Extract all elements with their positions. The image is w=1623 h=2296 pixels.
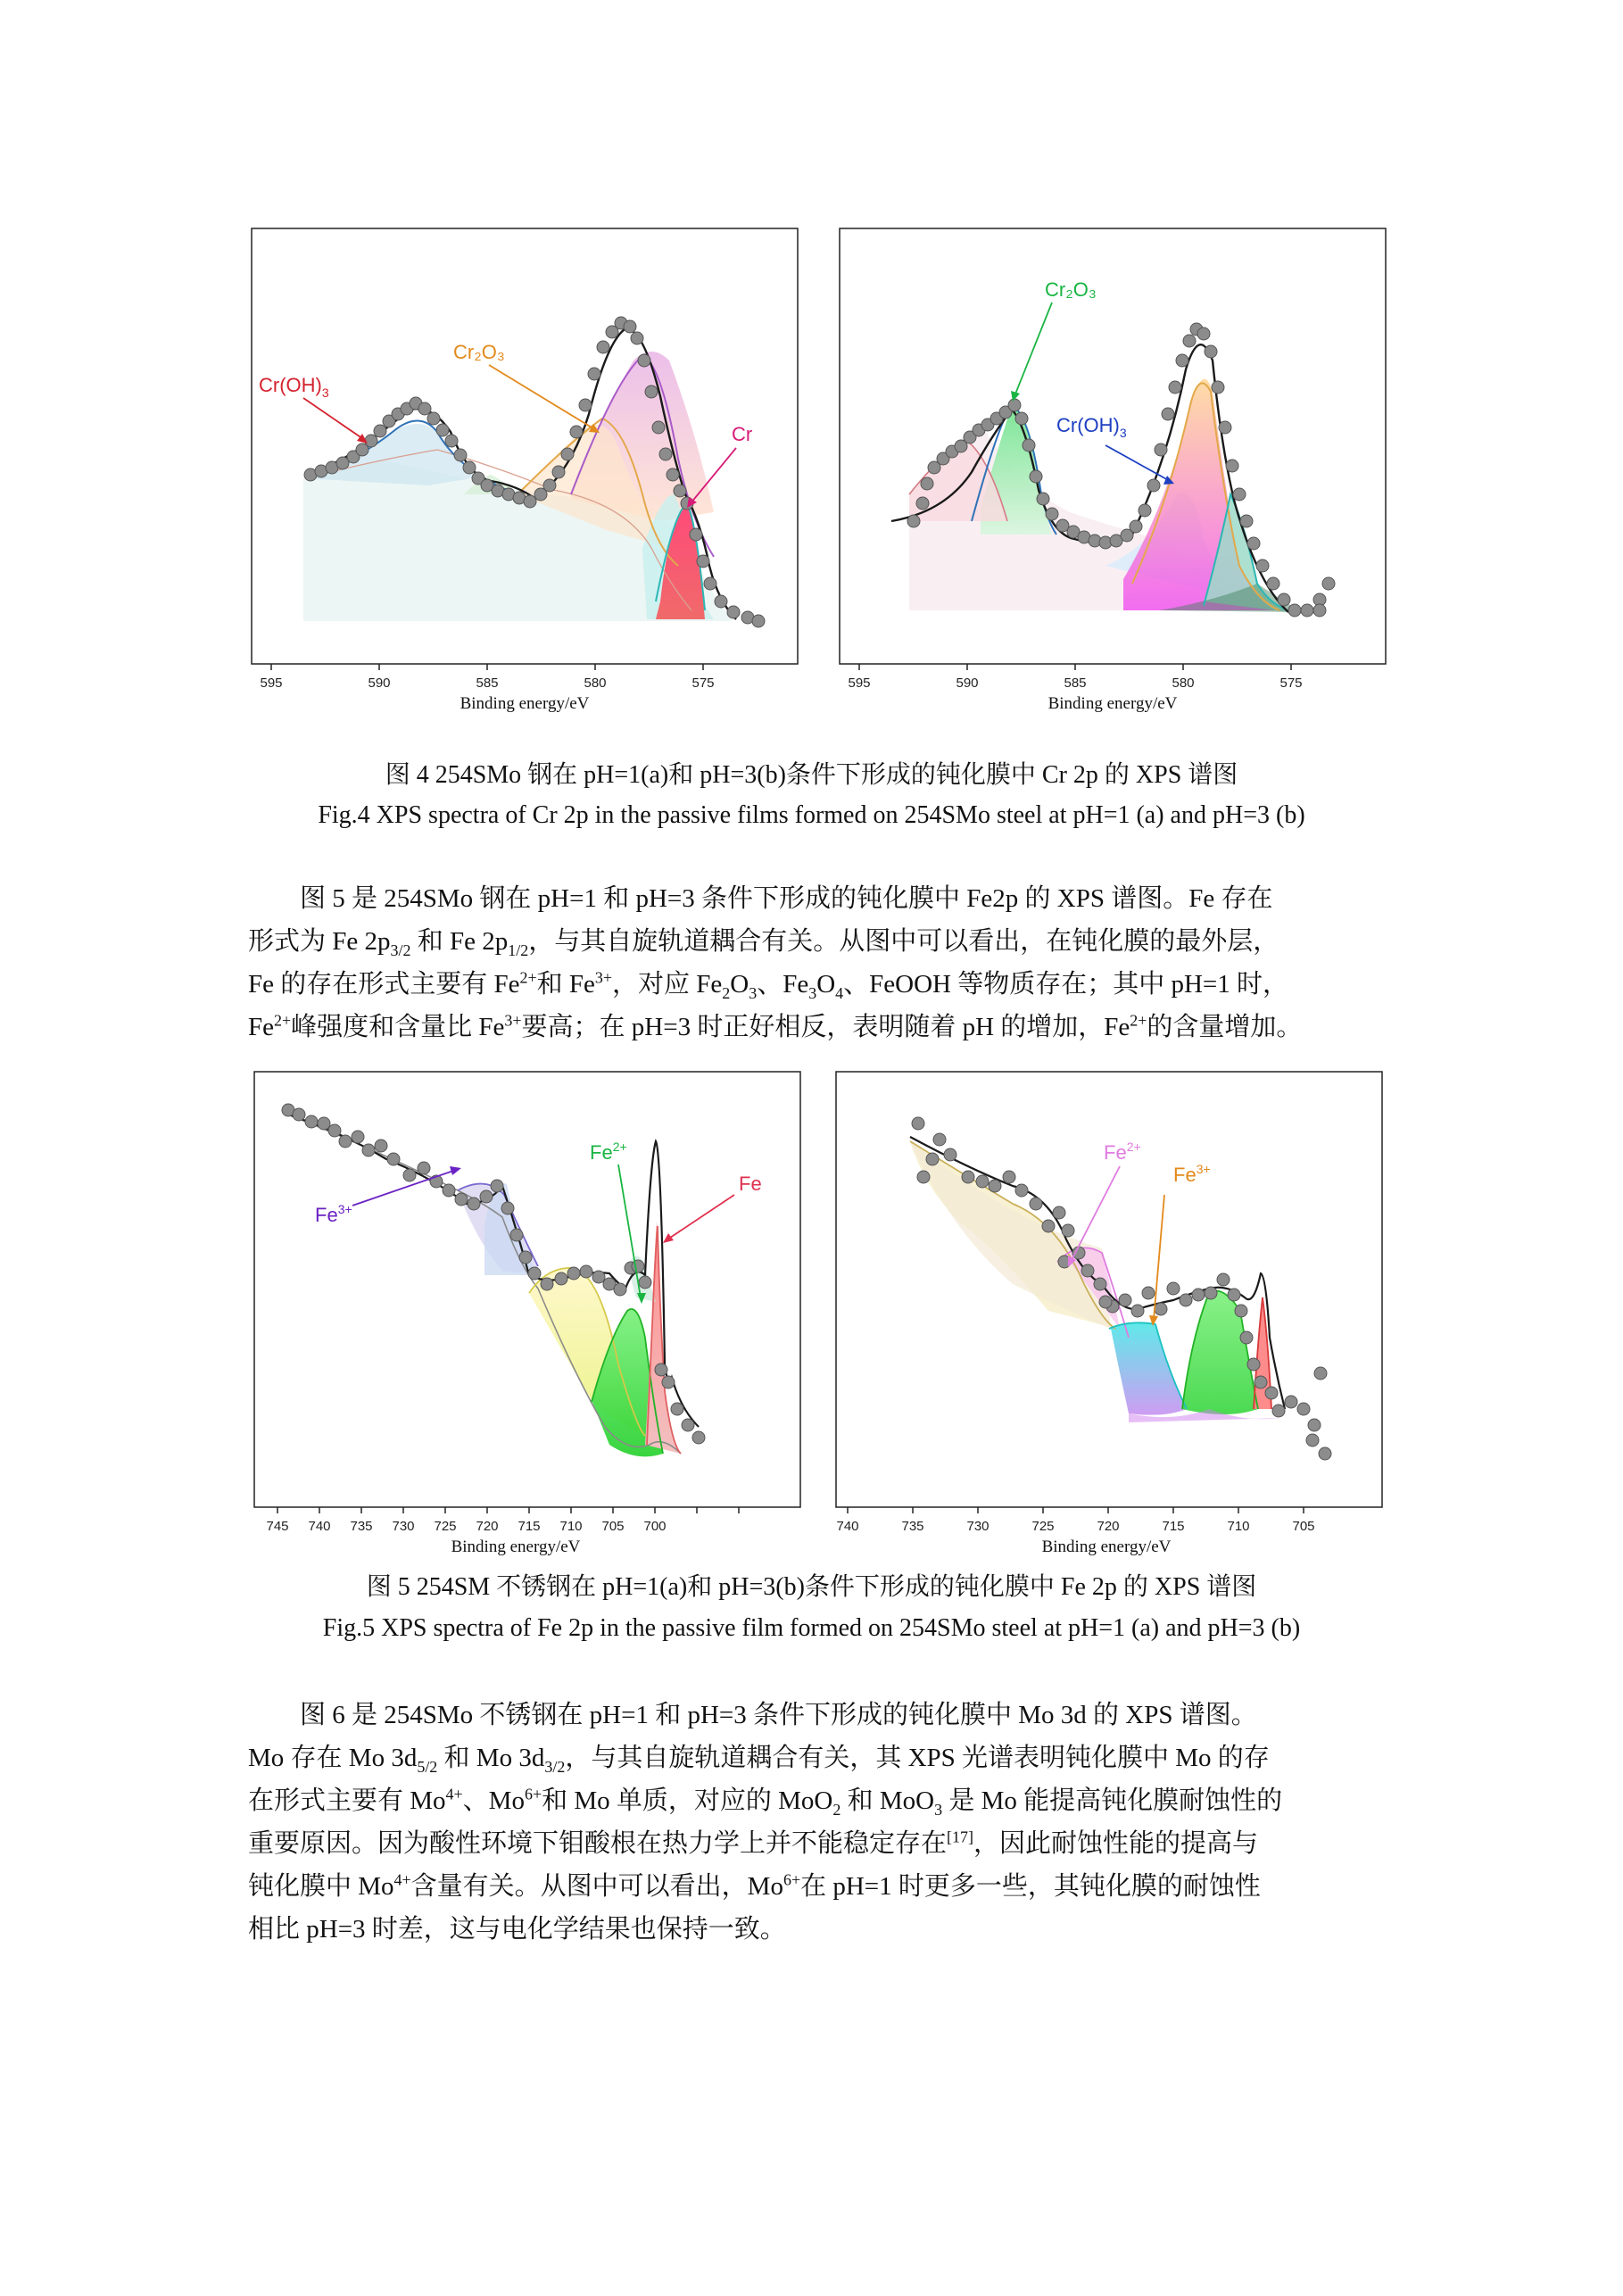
svg-text:Cr₂O₃: Cr₂O₃: [1045, 278, 1097, 301]
tick-label: 710: [1227, 1519, 1250, 1534]
tick-label: 590: [956, 676, 979, 691]
paragraph-fe2p: [248, 877, 1386, 1049]
paragraph-mo3d: [248, 1694, 1386, 1951]
tick-label: 590: [368, 676, 391, 691]
figure5-caption-en: Fig.5 XPS spectra of Fe 2p in the passive film formed on 254SMo steel at pH=1 (a) and pH=3 (b): [322, 1614, 1301, 1642]
tick-label: 720: [1097, 1519, 1120, 1534]
para-line: 重要原因。因为酸性环境下钼酸根在热力学上并不能稳定存在[17]，因此耐蚀性能的提高与: [248, 1828, 1258, 1858]
tick-label: 580: [584, 676, 607, 691]
tick-label: 700: [643, 1519, 667, 1534]
tick-label: 730: [392, 1519, 415, 1534]
tick-label: 595: [848, 676, 871, 691]
figure5-panel-b: [834, 1070, 1387, 1561]
tick-label: 745: [266, 1519, 289, 1534]
para-line: 图 6 是 254SMo 不锈钢在 pH=1 和 pH=3 条件下形成的钝化膜中 Mo 3d 的 XPS 谱图。: [300, 1701, 1257, 1729]
x-axis-label: Binding energy/eV: [460, 694, 590, 713]
para-line: 形式为 Fe $2p_{3/2}$ 和 Fe $2p_{1/2}$，与其自旋轨道耦合有关。从图中可以看出，在钝化膜的最外层，: [248, 927, 1279, 959]
svg-text:Fe3+: $Fe^{3+}$: [315, 1202, 352, 1226]
tick-label: 585: [1064, 676, 1087, 691]
tick-label: 575: [1279, 676, 1303, 691]
para-line: Mo 存在 Mo $3d_{5/2}$ 和 Mo $3d_{3/2}$，与其自旋轨道耦合有关，其 XPS 光谱表明钝化膜中 Mo 的存: [248, 1744, 1270, 1776]
svg-text:Cr(OH)3: $Cr(OH)_3$: [259, 374, 329, 400]
x-axis: [266, 1507, 739, 1556]
tick-label: 740: [836, 1519, 859, 1534]
svg-text:Cr₂O₃: Cr₂O₃: [453, 341, 505, 363]
figure4-panel-a: [250, 227, 803, 717]
para-line: 在形式主要有 $Mo^{4+}$、$Mo^{6+}$和 Mo 单质，对应的 MoO$_2$ 和 MoO$_3$ 是 Mo 能提高钝化膜耐蚀性的: [248, 1785, 1283, 1819]
svg-text:Fe2+: $Fe^{2+}$: [1104, 1140, 1141, 1164]
tick-label: 725: [1031, 1519, 1055, 1534]
tick-label: 580: [1172, 676, 1195, 691]
tick-label: 720: [476, 1519, 499, 1534]
figure4-caption-cn: 图 4 254SMo 钢在 pH=1(a)和 pH=3(b)条件下形成的钝化膜中 Cr 2p 的 XPS 谱图: [385, 761, 1238, 789]
svg-text:Cr: Cr: [732, 423, 753, 445]
x-axis: [848, 664, 1302, 713]
tick-label: 710: [559, 1519, 583, 1534]
figure5-caption-cn: 图 5 254SM 不锈钢在 pH=1(a)和 pH=3(b)条件下形成的钝化膜中 Fe 2p 的 XPS 谱图: [366, 1573, 1257, 1601]
para-line: 相比 pH=3 时差，这与电化学结果也保持一致。: [248, 1915, 786, 1944]
tick-label: 585: [476, 676, 499, 691]
svg-text:Fe3+: $Fe^{3+}$: [1173, 1162, 1211, 1186]
tick-label: 735: [901, 1519, 924, 1534]
tick-label: 575: [691, 676, 715, 691]
svg-text:Fe: Fe: [739, 1173, 762, 1195]
tick-label: 730: [966, 1519, 990, 1534]
x-axis-label: Binding energy/eV: [451, 1538, 581, 1556]
x-axis: [260, 664, 714, 713]
tick-label: 740: [308, 1519, 331, 1534]
x-axis: [836, 1507, 1314, 1556]
para-line: Fe 的存在形式主要有 $Fe^{2+}$和 $Fe^{3+}$，对应 $Fe_2O_3$、$Fe_3O_4$、FeOOH 等物质存在；其中 pH=1 时，: [248, 968, 1289, 1002]
svg-text:Fe2+: $Fe^{2+}$: [590, 1140, 627, 1164]
x-axis-label: Binding energy/eV: [1041, 1538, 1172, 1556]
figure4-caption-en: Fig.4 XPS spectra of Cr 2p in the passive films formed on 254SMo steel at pH=1 (a) and pH=3 (b): [318, 801, 1305, 829]
para-line: 钝化膜中 $Mo^{4+}$含量有关。从图中可以看出，$Mo^{6+}$在 pH=1 时更多一些，其钝化膜的耐蚀性: [248, 1870, 1261, 1901]
para-line: 图 5 是 254SMo 钢在 pH=1 和 pH=3 条件下形成的钝化膜中 Fe2p 的 XPS 谱图。Fe 存在: [300, 884, 1273, 913]
tick-label: 725: [434, 1519, 457, 1534]
svg-text:Cr(OH)3: $Cr(OH)_3$: [1056, 414, 1127, 440]
tick-label: 705: [1292, 1519, 1315, 1534]
figure4-panel-b: [838, 227, 1391, 717]
tick-label: 715: [518, 1519, 541, 1534]
tick-label: 715: [1162, 1519, 1185, 1534]
tick-label: 705: [601, 1519, 625, 1534]
para-line: $Fe^{2+}$峰强度和含量比 $Fe^{3+}$要高；在 pH=3 时正好相反，表明随着 pH 的增加，$Fe^{2+}$的含量增加。: [248, 1011, 1303, 1041]
x-axis-label: Binding energy/eV: [1047, 694, 1178, 713]
tick-label: 735: [350, 1519, 373, 1534]
tick-label: 595: [260, 676, 283, 691]
figure5-panel-a: [253, 1070, 806, 1561]
